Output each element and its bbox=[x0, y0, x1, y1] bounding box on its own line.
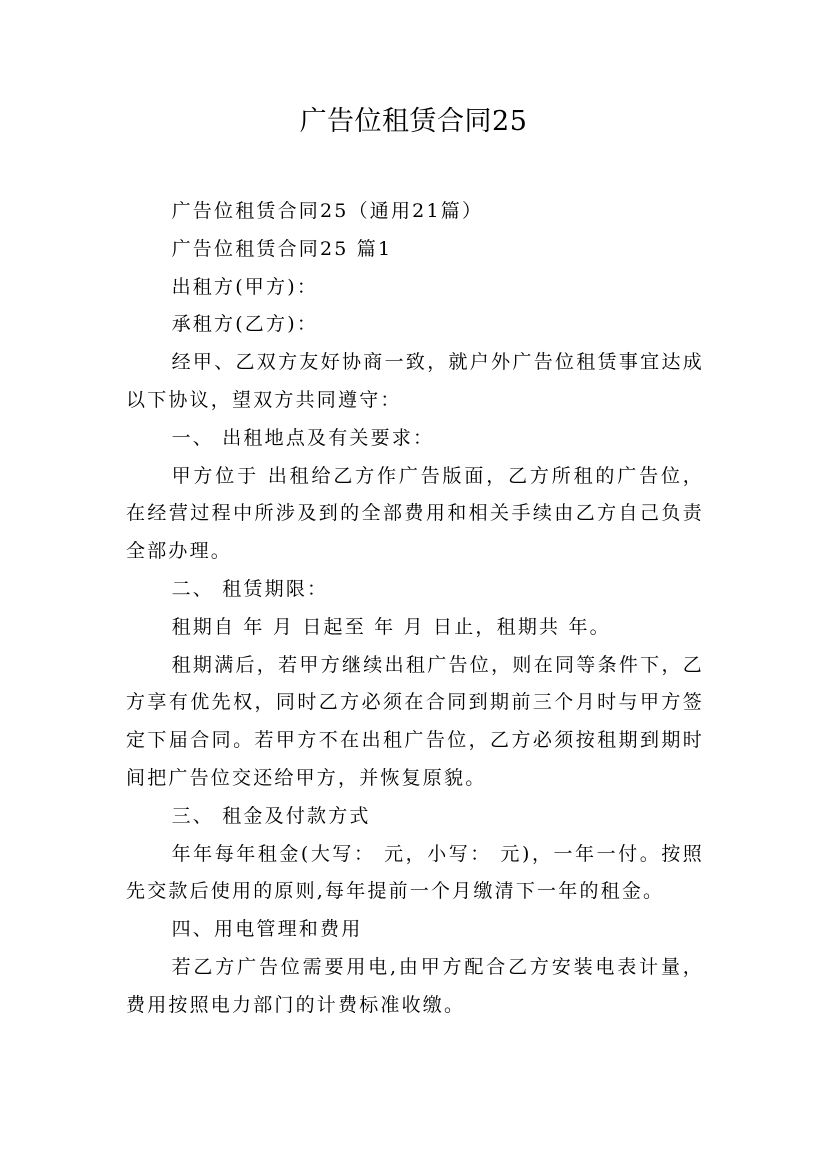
document-body bbox=[126, 193, 704, 1025]
paragraph-clause-4-heading: 四、用电管理和费用 bbox=[171, 918, 363, 941]
paragraph-clause-2-heading: 二、 租赁期限： bbox=[171, 577, 329, 600]
paragraph-preamble: 经甲、乙双方友好协商一致，就户外广告位租赁事宜达成以下协议，望双方共同遵守： bbox=[126, 351, 704, 411]
paragraph-clause-1-heading: 一、 出租地点及有关要求： bbox=[171, 426, 435, 449]
paragraph-lease-term: 租期自 年 月 日起至 年 月 日止，租期共 年。 bbox=[171, 615, 611, 638]
document-title: 广告位租赁合同25 bbox=[299, 106, 528, 137]
paragraph-section-heading: 广告位租赁合同25 篇1 bbox=[171, 237, 393, 260]
paragraph-lessor: 出租方(甲方)： bbox=[171, 275, 319, 298]
paragraph-rent-payment: 年年每年租金(大写： 元，小写： 元)，一年一付。按照先交款后使用的原则,每年提前一个月缴清下一年的租金。 bbox=[126, 842, 704, 903]
paragraph-clause-1-body: 甲方位于 出租给乙方作广告版面，乙方所租的广告位，在经营过程中所涉及到的全部费用和相关手续由乙方自己负责全部办理。 bbox=[126, 464, 704, 563]
paragraph-clause-3-heading: 三、 租金及付款方式 bbox=[171, 804, 371, 827]
paragraph-renewal: 租期满后，若甲方继续出租广告位，则在同等条件下，乙方享有优先权，同时乙方必须在合同到期前三个月时与甲方签定下届合同。若甲方不在出租广告位，乙方必须按租期到期时间把广告位交还给甲方，并恢复原貌。 bbox=[126, 653, 704, 789]
paragraph-lessee: 承租方(乙方)： bbox=[171, 313, 319, 336]
paragraph-electricity: 若乙方广告位需要用电,由甲方配合乙方安装电表计量，费用按照电力部门的计费标准收缴。 bbox=[126, 955, 704, 1016]
paragraph-subtitle: 广告位租赁合同25（通用21篇） bbox=[171, 200, 484, 222]
